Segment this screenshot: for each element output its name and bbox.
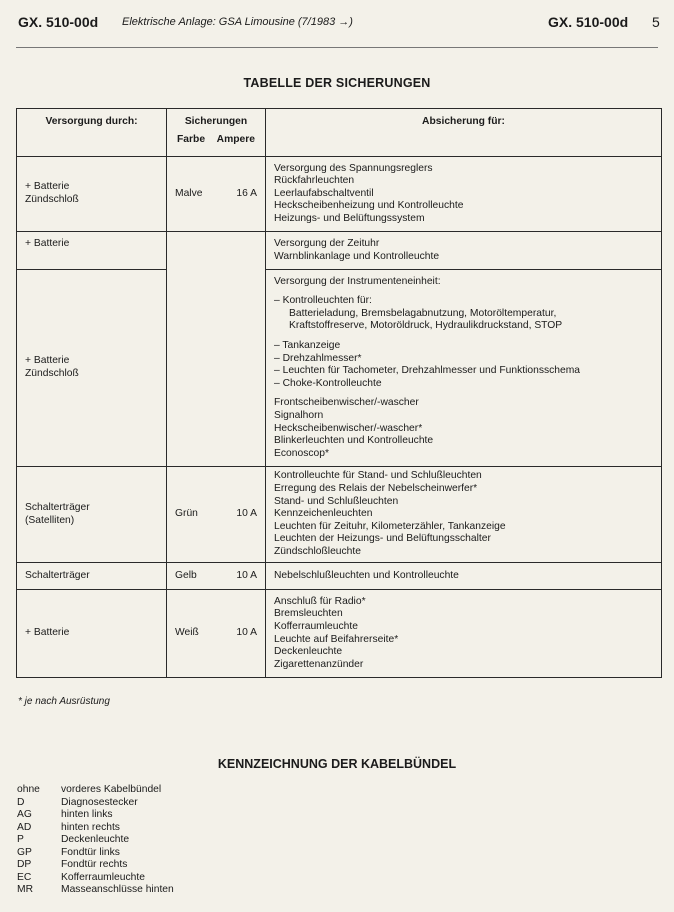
fuse-ampere: 10 A [236,627,257,639]
protection-item: Leerlaufabschaltventil [274,187,374,199]
protection-item: Signalhorn [274,409,324,421]
protection-cell [266,590,662,678]
table-row [17,563,662,590]
protection-subitem: Kraftstoffreserve, Motoröldruck, Hydraulikdruckstand, STOP [289,320,563,332]
protection-item: Stand- und Schlußleuchten [274,495,399,507]
fuse-cell [167,232,266,467]
fuse-cell [167,590,266,678]
fuse-color: Gelb [175,569,197,581]
ampere-subheader: Ampere [216,133,255,145]
protection-cell [266,157,662,232]
bundle-description: Fondtür links [61,846,120,858]
supply-line: Zündschloß [25,368,79,379]
supply-line: Schalterträger [25,501,90,513]
protection-cell [266,563,662,590]
fuse-cell [167,157,266,232]
supply-cell: Schalterträger [17,563,167,590]
table-row [17,270,662,467]
fuse-column-header [167,109,266,157]
supply-line: + Batterie [25,355,70,367]
supply-cell [17,157,167,232]
protection-item: – Choke-Kontrolleuchte [274,377,382,389]
protection-item: Versorgung der Instrumenteneinheit: [274,275,441,287]
protection-item: Rückfahrleuchten [274,175,355,187]
bundle-description: Fondtür rechts [61,859,128,870]
protection-item: Heckscheibenwischer/-wascher* [274,422,423,434]
protection-item: Frontscheibenwischer/-wascher [274,397,419,409]
protection-item: Blinkerleuchten und Kontrolleuchte [274,435,434,447]
list-item [17,859,174,872]
protection-item: Versorgung des Spannungsreglers [274,162,433,174]
table-row [17,157,662,232]
protection-item: Heckscheibenheizung und Kontrolleuchte [274,200,464,212]
protection-item: Warnblinkanlage und Kontrolleuchte [274,250,440,262]
bundle-code: DP [17,859,32,870]
table-header-row [17,109,662,157]
bundle-code: D [17,796,25,808]
supply-line: Zündschloß [25,194,79,205]
bundle-code: P [17,834,24,845]
fuse-cell [167,467,266,563]
bundle-code: AG [17,809,32,820]
bundle-description: Diagnosestecker [61,796,138,808]
protection-item: Leuchte auf Beifahrerseite* [274,633,399,645]
cable-bundle-section-title: KENNZEICHNUNG DER KABELBÜNDEL [217,757,457,771]
list-item [17,834,174,847]
protection-item: – Tankanzeige [274,340,341,352]
list-item [17,784,174,797]
cable-bundle-code-list [17,784,174,897]
protection-item: – Kontrolleuchten für: [274,295,372,307]
protection-item: Deckenleuchte [274,646,343,658]
document-code-left: GX. 510-00d [18,14,99,30]
fuse-color: Weiß [175,627,199,639]
protection-item: Kontrolleuchte für Stand- und Schlußleuchten [274,470,482,482]
page-header [16,14,662,38]
list-item [17,797,174,810]
bundle-description: Deckenleuchte [61,834,130,845]
bundle-description: hinten rechts [61,821,120,833]
fuse-table-title: TABELLE DER SICHERUNGEN [243,76,431,90]
protection-item: Zigarettenanzünder [274,658,364,670]
supply-cell: + Batterie [17,590,167,678]
list-item [17,822,174,835]
list-item [17,884,174,897]
fuse-cell [167,563,266,590]
protection-column-header: Absicherung für: [266,109,662,157]
footnote: * je nach Ausrüstung [18,696,110,707]
protection-item: Econoscop* [274,447,329,459]
supply-cell: + Batterie [17,232,167,270]
bundle-description: vorderes Kabelbündel [61,784,162,795]
supply-cell [17,467,167,563]
bundle-code: GP [17,846,32,858]
protection-item: – Drehzahlmesser* [274,352,362,364]
fuse-ampere: 10 A [236,508,257,520]
fuse-ampere: 10 A [236,569,257,581]
bundle-code: MR [17,884,34,895]
protection-cell [266,270,662,467]
protection-item: Leuchten der Heizungs- und Belüftungsschalter [274,533,491,545]
supply-line: (Satelliten) [25,514,75,526]
header-divider [16,47,658,48]
bundle-description: Masseanschlüsse hinten [61,884,174,895]
protection-item: – Leuchten für Tachometer, Drehzahlmesser und Funktionsschema [274,365,581,377]
bundle-description: Kofferraumleuchte [61,871,145,883]
protection-item: Heizungs- und Belüftungssystem [274,212,425,224]
table-row [17,590,662,678]
protection-item: Bremsleuchten [274,608,343,620]
list-item [17,809,174,822]
fuse-color: Malve [175,187,203,199]
supply-line: + Batterie [25,181,70,193]
bundle-description: hinten links [61,809,113,820]
protection-item: Versorgung der Zeituhr [274,237,380,249]
protection-item: Kennzeichenleuchten [274,508,373,520]
table-row [17,232,662,270]
protection-subitem: Batterieladung, Bremsbelagabnutzung, Motoröltemperatur, [289,307,557,319]
protection-cell [266,467,662,563]
protection-item: Erregung des Relais der Nebelscheinwerfer* [274,483,478,495]
protection-item: Leuchten für Zeituhr, Kilometerzähler, Tankanzeige [274,520,506,532]
protection-item: Anschluß für Radio* [274,595,366,607]
color-subheader: Farbe [177,133,206,145]
page-number: 5 [652,14,660,30]
fuse-header-label: Sicherungen [184,116,248,127]
supply-column-header: Versorgung durch: [17,109,167,157]
bundle-code: EC [17,871,32,883]
protection-cell [266,232,662,270]
fuse-color: Grün [175,508,198,520]
bundle-code: AD [17,821,32,833]
fuse-ampere: 16 A [236,187,257,199]
protection-item: Kofferraumleuchte [274,620,358,632]
list-item [17,872,174,885]
document-title: Elektrische Anlage: GSA Limousine (7/1983 →) [122,16,353,28]
bundle-code: ohne [17,784,40,795]
table-row [17,467,662,563]
document-code-right: GX. 510-00d [548,14,629,30]
protection-item: Zündschloßleuchte [274,545,362,557]
fuse-table [16,108,662,678]
list-item [17,847,174,860]
protection-item: Nebelschlußleuchten und Kontrolleuchte [274,569,459,581]
supply-cell [17,270,167,467]
